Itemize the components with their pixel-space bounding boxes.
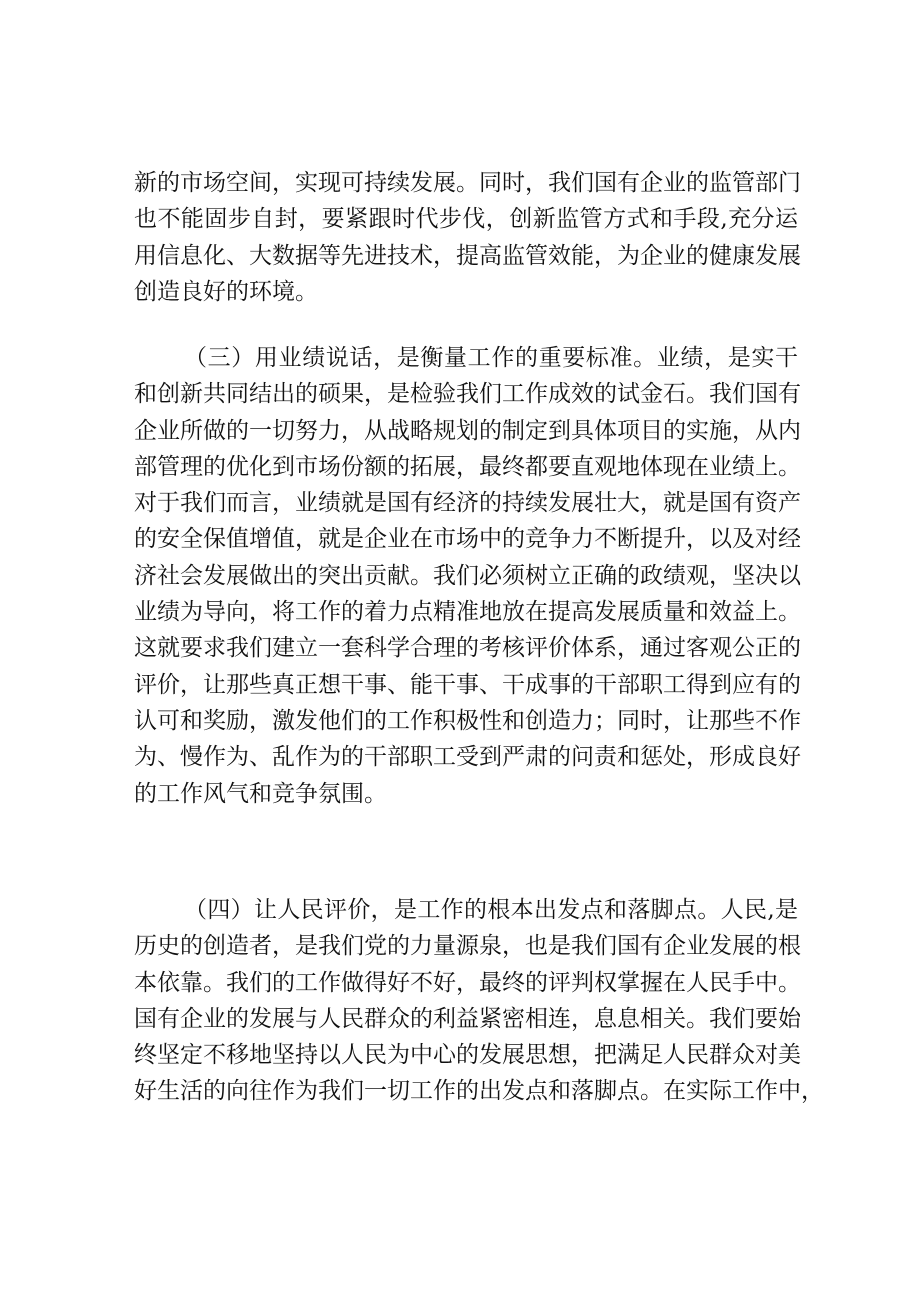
paragraph-line: 的安全保值增值，就是企业在市场中的竞争力不断提升，以及对经 <box>134 526 801 553</box>
paragraph-line: 好生活的向往作为我们一切工作的出发点和落脚点。在实际工作中， <box>134 1078 824 1105</box>
paragraph-continuation <box>134 165 801 310</box>
paragraph-line: 对于我们而言，业绩就是国有经济的持续发展壮大，就是国有资产 <box>134 490 801 517</box>
paragraph-line: 和创新共同结出的硕果，是检验我们工作成效的试金石。我们国有 <box>134 381 801 408</box>
paragraph-line: 本依靠。我们的工作做得好不好，最终的评判权掌握在人民手中。 <box>134 969 801 996</box>
paragraph-line: 认可和奖励，激发他们的工作积极性和创造力；同时，让那些不作 <box>134 707 801 734</box>
paragraph-line: （三）用业绩说话，是衡量工作的重要标准。业绩，是实干 <box>184 345 798 371</box>
paragraph-line: 国有企业的发展与人民群众的利益紧密相连，息息相关。我们要始 <box>134 1005 801 1032</box>
paragraph-line: 企业所做的一切努力，从战略规划的制定到具体项目的实施，从内 <box>134 417 801 444</box>
paragraph-line: 部管理的优化到市场份额的拓展，最终都要直观地体现在业绩上。 <box>134 453 801 480</box>
paragraph-line: 创造良好的环境。 <box>134 278 318 305</box>
paragraph-line: 这就要求我们建立一套科学合理的考核评价体系，通过客观公正的 <box>134 635 801 662</box>
paragraph-line: 也不能固步自封，要紧跟时代步伐，创新监管方式和手段,充分运 <box>134 206 798 233</box>
paragraph-line: 用信息化、大数据等先进技术，提高监管效能，为企业的健康发展 <box>134 242 801 269</box>
paragraph-line: （四）让人民评价，是工作的根本出发点和落脚点。人民,是 <box>184 897 798 923</box>
paragraph-line: 的工作风气和竞争氛围。 <box>134 780 387 807</box>
paragraph-line: 济社会发展做出的突出贡献。我们必须树立正确的政绩观，坚决以 <box>134 562 801 589</box>
paragraph-section-four <box>134 892 824 1110</box>
paragraph-line: 评价，让那些真正想干事、能干事、干成事的干部职工得到应有的 <box>134 671 801 698</box>
paragraph-section-three <box>134 340 801 812</box>
paragraph-line: 终坚定不移地坚持以人民为中心的发展思想，把满足人民群众对美 <box>134 1042 801 1069</box>
paragraph-line: 为、慢作为、乱作为的干部职工受到严肃的问责和惩处，形成良好 <box>134 744 801 771</box>
paragraph-line: 业绩为导向，将工作的着力点精准地放在提高发展质量和效益上。 <box>134 599 801 626</box>
paragraph-line: 新的市场空间，实现可持续发展。同时，我们国有企业的监管部门 <box>134 170 801 196</box>
paragraph-line: 历史的创造者，是我们党的力量源泉，也是我们国有企业发展的根 <box>134 933 801 960</box>
